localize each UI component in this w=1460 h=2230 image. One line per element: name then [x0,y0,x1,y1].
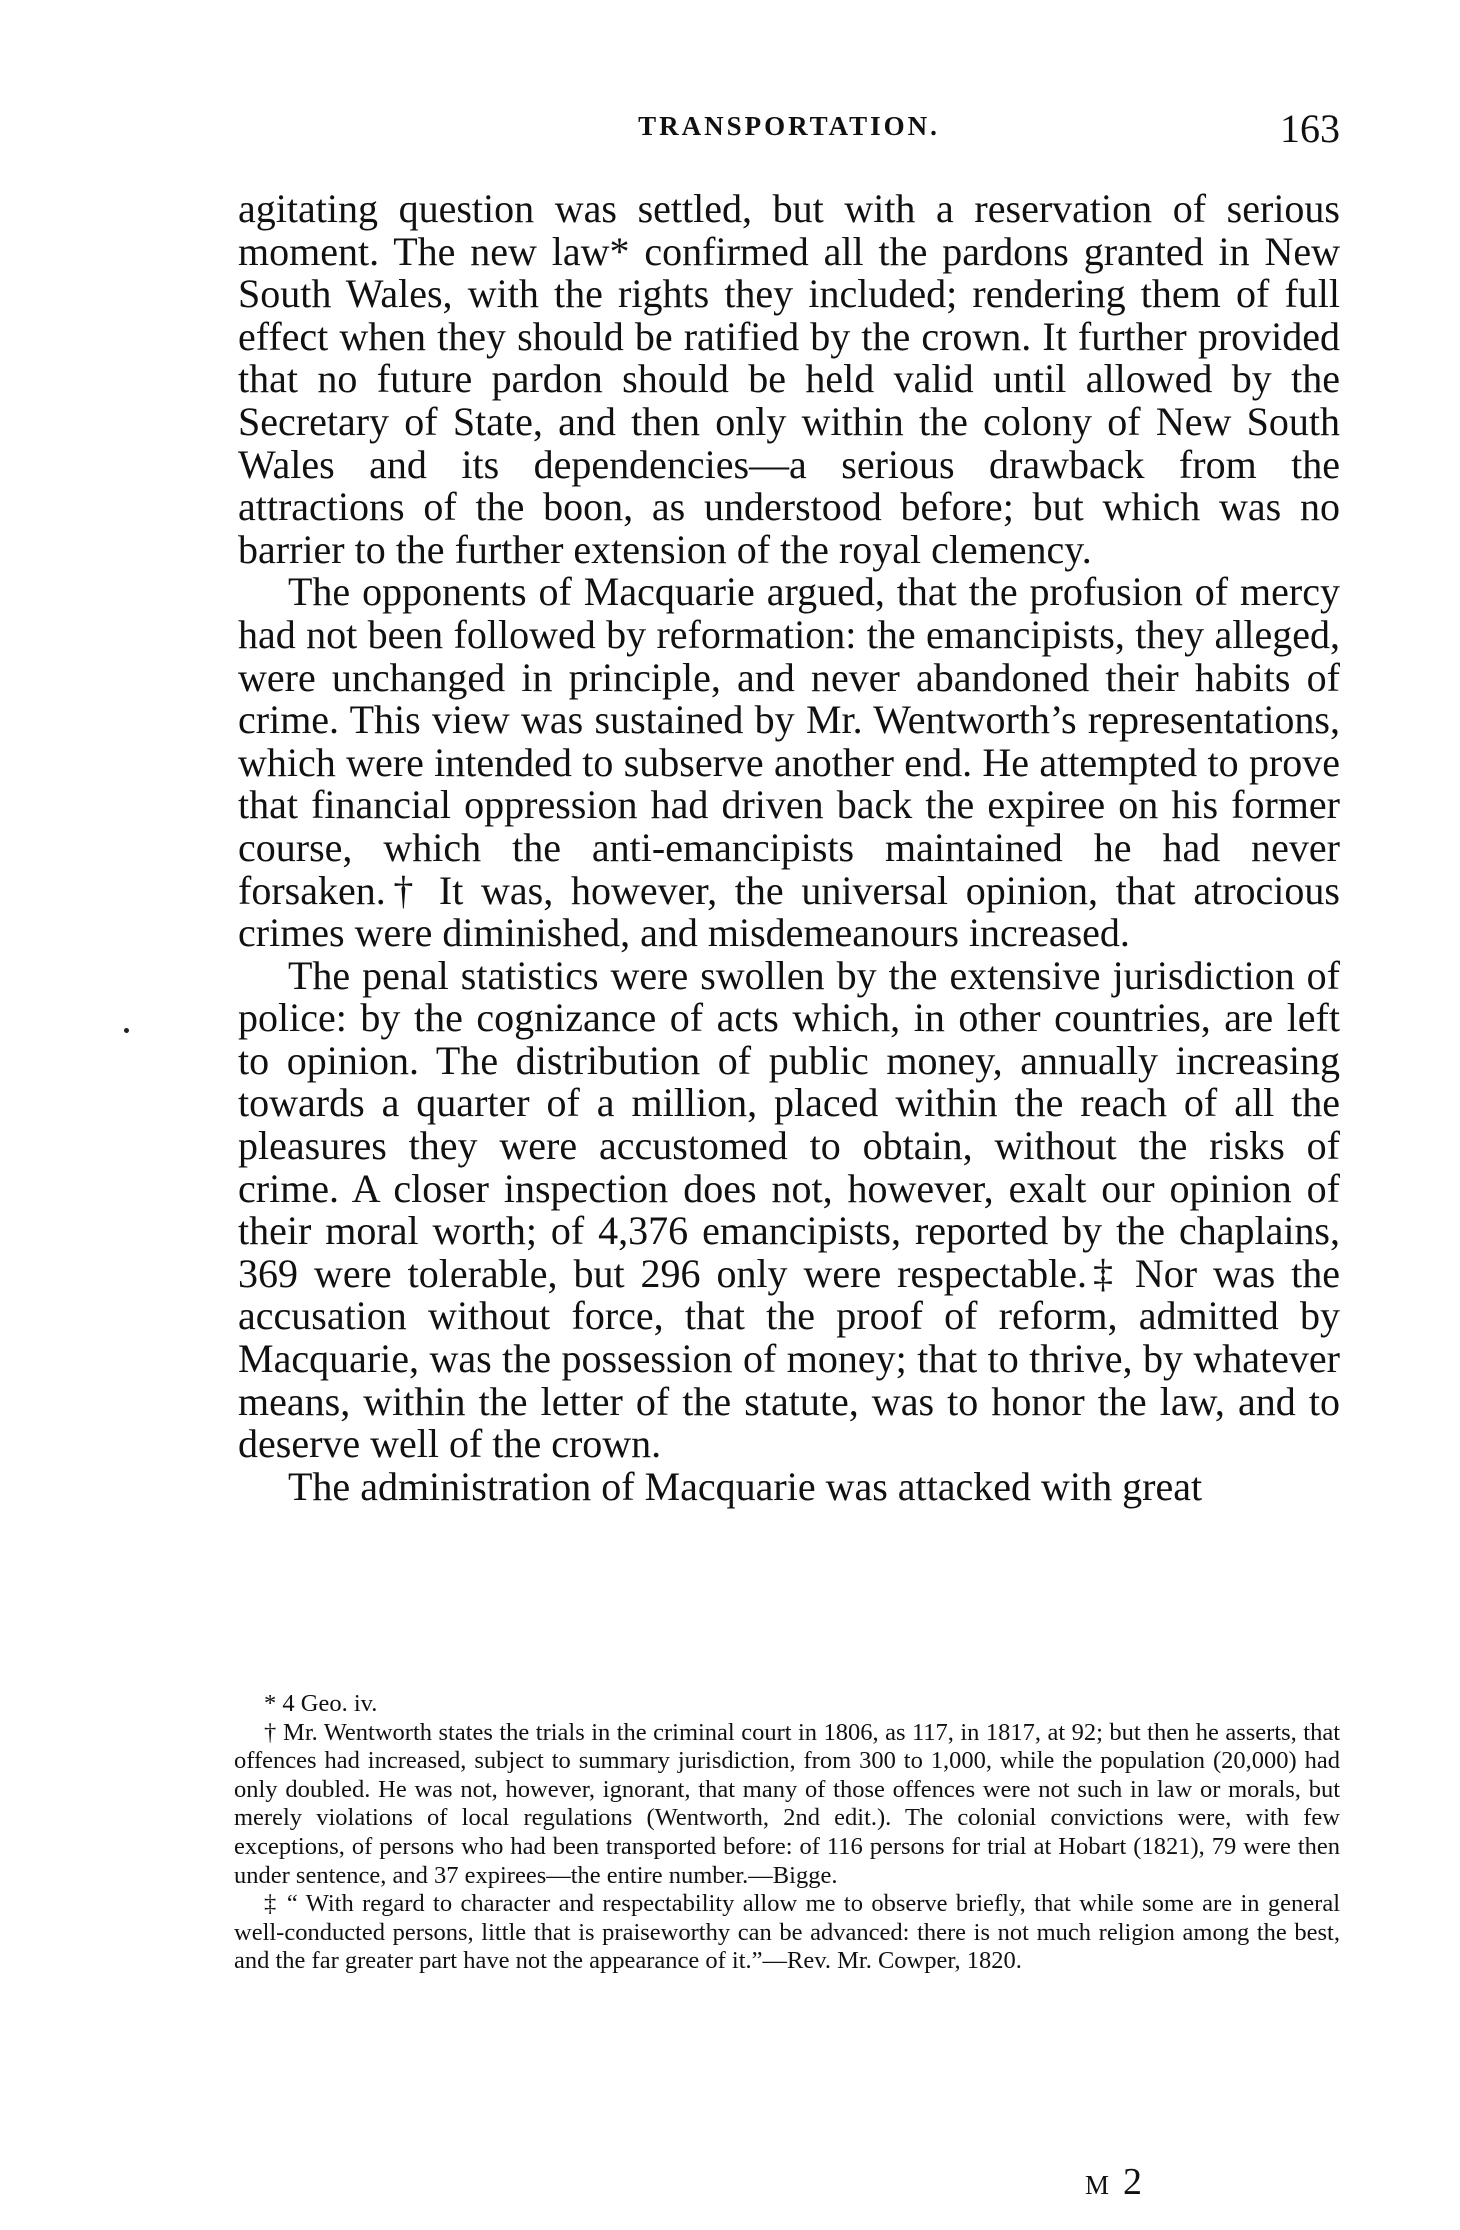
signature-mark [1085,2160,1142,2204]
signature-letter: M [1085,2170,1112,2200]
body-text [238,188,1340,1508]
paragraph-2: The opponents of Macquarie argued, that the profusion of mercy had not been followed by reformation: the emancipists, they alleged, were unchanged in principle, and never abandoned their habits of crime. This view was sustained by Mr. Wentworth’s representations, which were intended to subserve another end. He attempted to prove that financial oppression had driven back the expiree on his former course, which the anti-emancipists maintained he had never forsaken.† It was, however, the universal opinion, that atrocious crimes were diminished, and misdemeanours increased. [238,569,1340,956]
footnote-3: ‡ “ With regard to character and respectability allow me to observe briefly, that while some are in general well-conducted persons, little that is praiseworthy can be advanced: there is not much religion among the best, and the far greater part have not the appearance of it.”—Rev. Mr. Cowper, 1820. [234,1890,1340,1975]
footnote-1: * 4 Geo. iv. [264,1690,378,1717]
paragraph-4: The administration of Macquarie was attacked with great [288,1463,1203,1509]
margin-mark [124,1028,129,1033]
paragraph-1: agitating question was settled, but with a reservation of serious moment. The new law* confirmed all the pardons granted in New South Wales, with the rights they included; rendering them of full effect when they should be ratified by the crown. It further provided that no future pardon should be held valid until allowed by the Secretary of State, and then only within the colony of New South Wales and its dependencies—a serious drawback from the attractions of the boon, as understood before; but which was no barrier to the further extension of the royal clemency. [238,186,1340,572]
page-header [238,105,1340,155]
paragraph-3: The penal statistics were swollen by the extensive jurisdiction of police: by the cognizance of acts which, in other countries, are left to opinion. The distribution of public money, annually increasing towards a quarter of a million, placed within the reach of all the pleasures they were accustomed to obtain, without the risks of crime. A closer inspection does not, however, exalt our opinion of their moral worth; of 4,376 emancipists, reported by the chaplains, 369 were tolerable, but 296 only were respectable.‡ Nor was the accusation without force, that the proof of reform, admitted by Macquarie, was the possession of money; that to thrive, by whatever means, within the letter of the statute, was to honor the law, and to deserve well of the crown. [238,952,1340,1467]
page-number: 163 [1280,106,1340,151]
signature-number: 2 [1123,2161,1143,2203]
running-title: TRANSPORTATION. [638,111,940,141]
footnotes [234,1690,1340,1976]
footnote-2: † Mr. Wentworth states the trials in the criminal court in 1806, as 117, in 1817, at 92; but then he asserts, that offences had increased, subject to summary jurisdiction, from 300 to 1,000, while the population (20,000) had only doubled. He was not, however, ignorant, that many of those offences were not such in law or morals, but merely violations of local regulations (Wentworth, 2nd edit.). The colonial convictions were, with few exceptions, of persons who had been transported before: of 116 persons for trial at Hobart (1821), 79 were then under sentence, and 37 expirees—the entire number.—Bigge. [234,1718,1340,1889]
